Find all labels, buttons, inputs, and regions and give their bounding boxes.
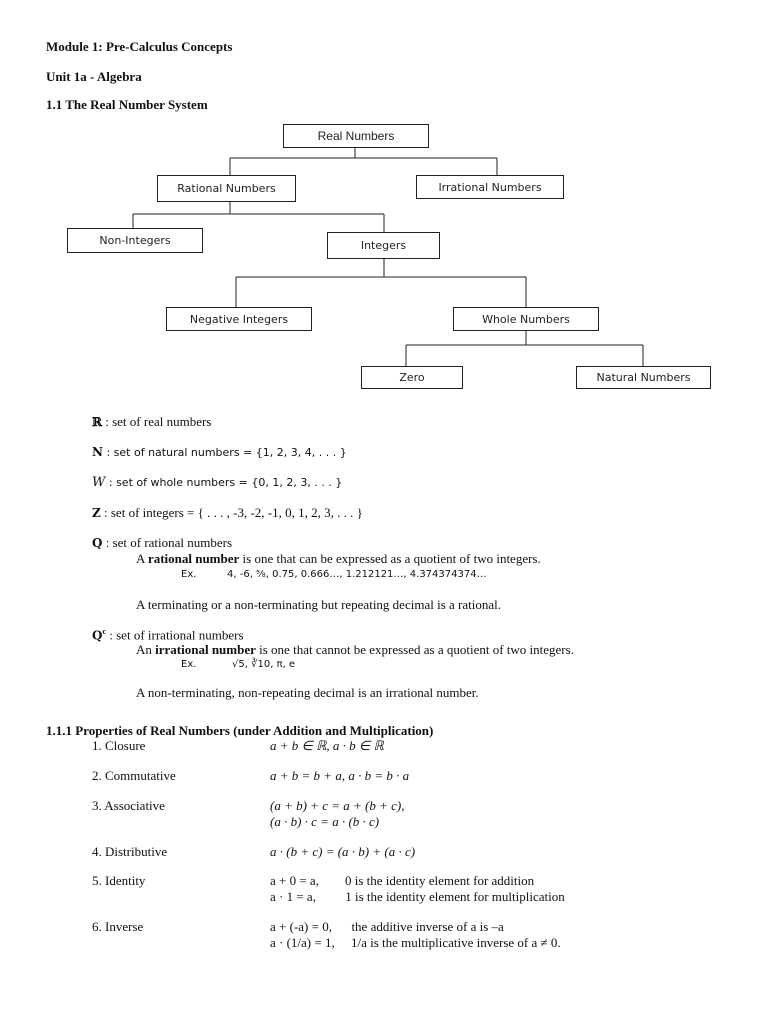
tree-node-natural-numbers: Natural Numbers [576,366,711,389]
tree-node-integers: Integers [327,232,440,259]
tree-node-irrational-numbers: Irrational Numbers [416,175,564,199]
set-n-symbol: N [92,445,103,459]
irrational-def-pre: An [136,642,156,657]
set-r-symbol: ℝ [92,415,102,429]
tree-node-whole-numbers: Whole Numbers [453,307,599,331]
section-title: 1.1 The Real Number System [46,97,208,112]
set-w-line [92,475,342,490]
rational-example-label: Ex. [181,569,197,580]
tree-node-real-numbers: Real Numbers [283,124,429,148]
property-inverse-line-2: a · (1/a) = 1, 1/a is the multiplicative inverse of a ≠ 0. [270,935,561,950]
irrational-definition [136,642,574,658]
property-identity-name: 5. Identity [92,873,146,888]
property-associative-line-2: (a · b) · c = a · (b · c) [270,814,380,829]
property-identity-line-1: a + 0 = a, 0 is the identity element for addition [270,873,535,888]
property-commutative-line-1: a + b = b + a, a · b = b · a [270,768,410,783]
property-associative-line-1: (a + b) + c = a + (b + c), [270,798,405,813]
property-inverse-name: 6. Inverse [92,919,144,934]
rational-def-post: is one that can be expressed as a quotient of two integers. [239,551,541,566]
set-z-symbol: Z [92,506,101,520]
properties-heading: 1.1.1 Properties of Real Numbers (under Addition and Multiplication) [46,723,434,738]
irrational-example-values: √5, ∛10, π, e [232,659,296,670]
irrational-note: A non-terminating, non-repeating decimal is an irrational number. [136,685,479,700]
rational-def-bold: rational number [147,551,240,566]
tree-node-rational-numbers: Rational Numbers [157,175,296,202]
rational-def-pre: A [136,551,148,566]
property-commutative-name: 2. Commutative [92,768,176,783]
set-qc-line [92,627,244,643]
unit-title: Unit 1a - Algebra [46,69,142,84]
tree-node-non-integers: Non-Integers [67,228,203,253]
tree-node-zero: Zero [361,366,463,389]
property-inverse-line-1: a + (-a) = 0, the additive inverse of a is –a [270,919,504,934]
property-associative-name: 3. Associative [92,798,165,813]
property-distributive-name: 4. Distributive [92,844,168,859]
property-closure-line-1: a + b ∈ ℝ, a · b ∈ ℝ [270,738,384,753]
irrational-def-post: is one that cannot be expressed as a quotient of two integers. [255,642,574,657]
set-z-line [92,505,363,521]
tree-node-negative-integers: Negative Integers [166,307,312,331]
set-w-text: : set of whole numbers = {0, 1, 2, 3, . . . } [105,476,343,489]
set-q-symbol: Q [92,536,103,550]
module-title: Module 1: Pre-Calculus Concepts [46,39,233,54]
set-q-line [92,535,232,551]
property-closure-name: 1. Closure [92,738,146,753]
set-qc-sup: c [102,627,107,636]
set-w-symbol: W [92,475,106,490]
set-r-line [92,414,211,430]
set-r-text: : set of real numbers [101,414,212,429]
irrational-example-label: Ex. [181,659,197,670]
property-identity-line-2: a · 1 = a, 1 is the identity element for multiplication [270,889,565,904]
property-distributive-line-1: a · (b + c) = (a · b) + (a · c) [270,844,416,859]
tree-connectors [0,0,768,400]
set-qc-text: : set of irrational numbers [106,627,244,643]
rational-note: A terminating or a non-terminating but repeating decimal is a rational. [136,597,501,612]
rational-definition [136,551,541,567]
set-qc-symbol: Q [92,628,103,643]
set-q-text: : set of rational numbers [102,535,233,550]
irrational-def-bold: irrational number [155,642,256,657]
set-n-line [92,445,347,459]
set-n-text: : set of natural numbers = {1, 2, 3, 4, . . . } [102,446,347,459]
set-z-text: : set of integers = { . . . , -3, -2, -1, 0, 1, 2, 3, . . . } [100,505,363,520]
rational-example-values: 4, -6, ⅝, 0.75, 0.666…, 1.212121…, 4.374374374… [227,569,487,580]
